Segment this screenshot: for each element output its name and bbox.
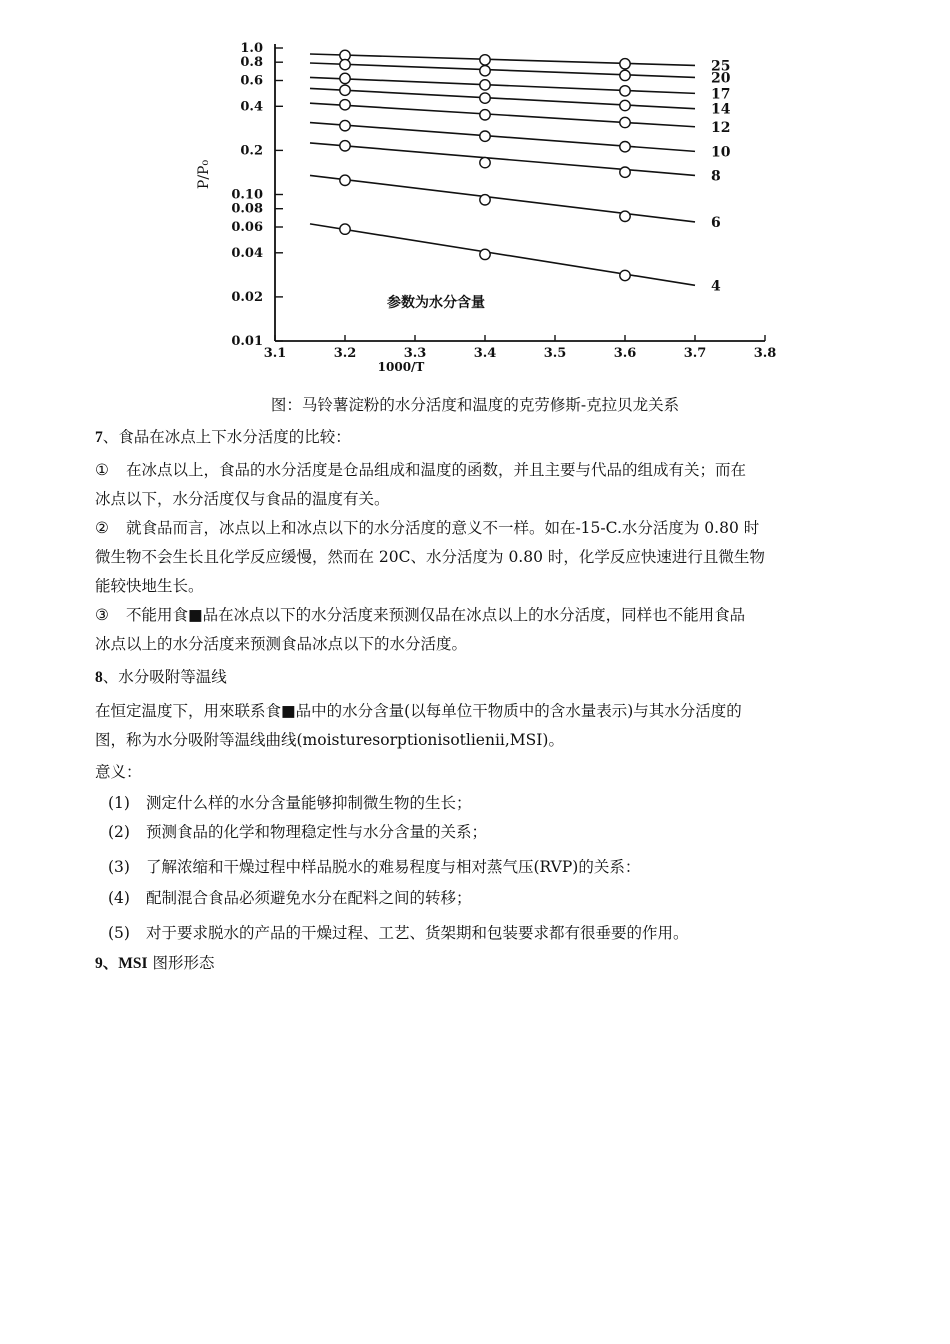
y-tick-label: 0.01	[231, 334, 263, 349]
point-3-line-1: 不能用食■品在冰点以下的水分活度来预测仅品在冰点以上的水分活度，同样也不能用食品	[125, 606, 746, 624]
series-label: 25	[711, 58, 731, 75]
series-label: 12	[711, 119, 731, 136]
data-point-marker	[340, 175, 350, 185]
point-1-line-1: 在冰点以上，食品的水分活度是仓品组成和温度的函数，并且主要与代品的组成有关；而在	[125, 461, 746, 479]
data-point-marker	[480, 131, 490, 141]
point-3-line-2: 冰点以上的水分活度来预测食品冰点以下的水分活度。	[95, 635, 468, 653]
data-point-marker	[480, 55, 490, 65]
series-line	[310, 224, 695, 285]
point-2-line-3: 能较快地生长。	[95, 577, 204, 595]
list-item	[108, 791, 472, 813]
data-point-marker	[620, 86, 630, 96]
circled-1-marker: ①	[95, 461, 109, 479]
section-9-msi: 、MSI	[102, 955, 148, 972]
y-tick-label: 0.6	[240, 73, 263, 89]
data-point-marker	[480, 195, 490, 205]
data-point-marker	[620, 100, 630, 110]
data-point-marker	[620, 167, 630, 177]
section-8-number: 8	[95, 669, 103, 686]
section-7-point-1	[95, 456, 865, 514]
circled-3-marker: ③	[95, 606, 109, 624]
section-7-point-3	[95, 601, 865, 659]
section-8-heading	[95, 663, 865, 692]
section-7-point-2	[95, 514, 865, 601]
list-item-number: (1)	[108, 794, 130, 812]
data-point-marker	[480, 93, 490, 103]
y-axis-label: P/P₀	[196, 159, 212, 190]
section-7-number: 7	[95, 429, 103, 446]
series-line	[310, 103, 695, 127]
section-9-heading	[95, 949, 865, 978]
x-tick-label: 3.2	[333, 346, 357, 361]
list-item-text: 对于要求脱水的产品的干燥过程、工艺、货架期和包装要求都有很垂要的作用。	[146, 924, 689, 942]
data-point-marker	[340, 141, 350, 151]
section-7-heading	[95, 423, 865, 452]
series-label: 8	[711, 168, 721, 185]
data-point-marker	[340, 85, 350, 95]
list-item	[108, 820, 487, 842]
data-point-marker	[480, 80, 490, 90]
list-item-text: 测定什么样的水分含量能够抑制微生物的生长；	[146, 794, 472, 812]
clausius-clapeyron-chart	[180, 30, 780, 375]
section-8-paragraph	[95, 697, 865, 755]
x-tick-label: 3.8	[753, 346, 777, 361]
data-point-marker	[340, 73, 350, 83]
data-point-marker	[620, 211, 630, 221]
list-item	[108, 886, 472, 908]
x-tick-label: 3.1	[263, 346, 287, 361]
series-label: 4	[711, 278, 721, 295]
data-point-marker	[340, 224, 350, 234]
x-tick-label: 3.5	[543, 346, 567, 361]
series-line	[310, 175, 695, 222]
data-point-marker	[340, 120, 350, 130]
section-8-line-1: 在恒定温度下，用來联系食■品中的水分含量(以每单位干物质中的含水量表示)与其水分活度的	[95, 702, 742, 720]
series-label: 10	[711, 144, 731, 161]
data-point-marker	[480, 65, 490, 75]
y-tick-label: 0.08	[231, 201, 263, 217]
data-point-marker	[340, 100, 350, 110]
data-point-marker	[340, 59, 350, 69]
x-tick-label: 3.3	[403, 346, 427, 361]
x-tick-label: 3.6	[613, 346, 637, 361]
y-tick-label: 0.10	[231, 187, 263, 203]
x-tick-label: 3.4	[473, 346, 497, 361]
point-2-line-1: 就食品而言，冰点以上和冰点以下的水分活度的意义不一样。如在-15-C.水分活度为 0.80 时	[125, 519, 760, 537]
data-point-marker	[620, 270, 630, 280]
series-label: 17	[711, 86, 731, 103]
chart-annotation: 参数为水分含量	[387, 295, 485, 312]
series-line	[310, 54, 695, 65]
point-1-line-2: 冰点以下，水分活度仅与食品的温度有关。	[95, 490, 390, 508]
series-line	[310, 63, 695, 77]
list-item-number: (4)	[108, 889, 130, 907]
data-point-marker	[480, 157, 490, 167]
y-tick-label: 0.02	[231, 289, 263, 305]
data-point-marker	[620, 117, 630, 127]
list-item	[108, 921, 689, 943]
list-item	[108, 855, 640, 877]
list-item-text: 预测食品的化学和物理稳定性与水分含量的关系；	[146, 823, 488, 841]
data-point-marker	[620, 70, 630, 80]
list-item-number: (3)	[108, 858, 130, 876]
list-item-text: 了解浓缩和干燥过程中样品脱水的难易程度与相对蒸气压(RVP)的关系：	[146, 858, 641, 876]
section-9-title: 图形形态	[147, 954, 215, 972]
list-item-text: 配制混合食品必须避免水分在配料之间的转移；	[146, 889, 472, 907]
section-8-title: 、水分吸附等温线	[102, 668, 227, 686]
y-tick-label: 0.06	[231, 220, 263, 236]
section-8-line-2: 图，称为水分吸附等温线曲线(moisturesorptionisotlienii,MSI)。	[95, 731, 564, 749]
y-tick-label: 0.2	[240, 143, 263, 159]
data-point-marker	[620, 59, 630, 69]
section-9-number: 9	[95, 955, 103, 972]
section-7-title: 、食品在冰点上下水分活度的比较：	[102, 428, 351, 446]
data-point-marker	[620, 141, 630, 151]
series-label: 20	[711, 70, 731, 87]
y-tick-label: 1.0	[240, 41, 263, 56]
y-tick-label: 0.4	[240, 99, 263, 115]
meaning-label: 意义：	[95, 763, 142, 781]
list-item-number: (2)	[108, 823, 130, 841]
figure-caption: 图：马铃薯淀粉的水分活度和温度的克劳修斯-克拉贝龙关系	[270, 396, 680, 414]
x-tick-label: 3.7	[683, 346, 707, 361]
x-axis-label: 1000/T	[377, 360, 425, 374]
data-point-marker	[480, 249, 490, 259]
series-label: 14	[711, 101, 731, 118]
circled-2-marker: ②	[95, 519, 109, 537]
data-point-marker	[480, 110, 490, 120]
y-tick-label: 0.04	[231, 245, 263, 261]
list-item-number: (5)	[108, 924, 130, 942]
y-tick-label: 0.8	[240, 55, 263, 71]
series-label: 6	[711, 214, 721, 231]
point-2-line-2: 微生物不会生长且化学反应缓慢，然而在 20C、水分活度为 0.80 时，化学反应快速进行且微生物	[95, 548, 765, 566]
